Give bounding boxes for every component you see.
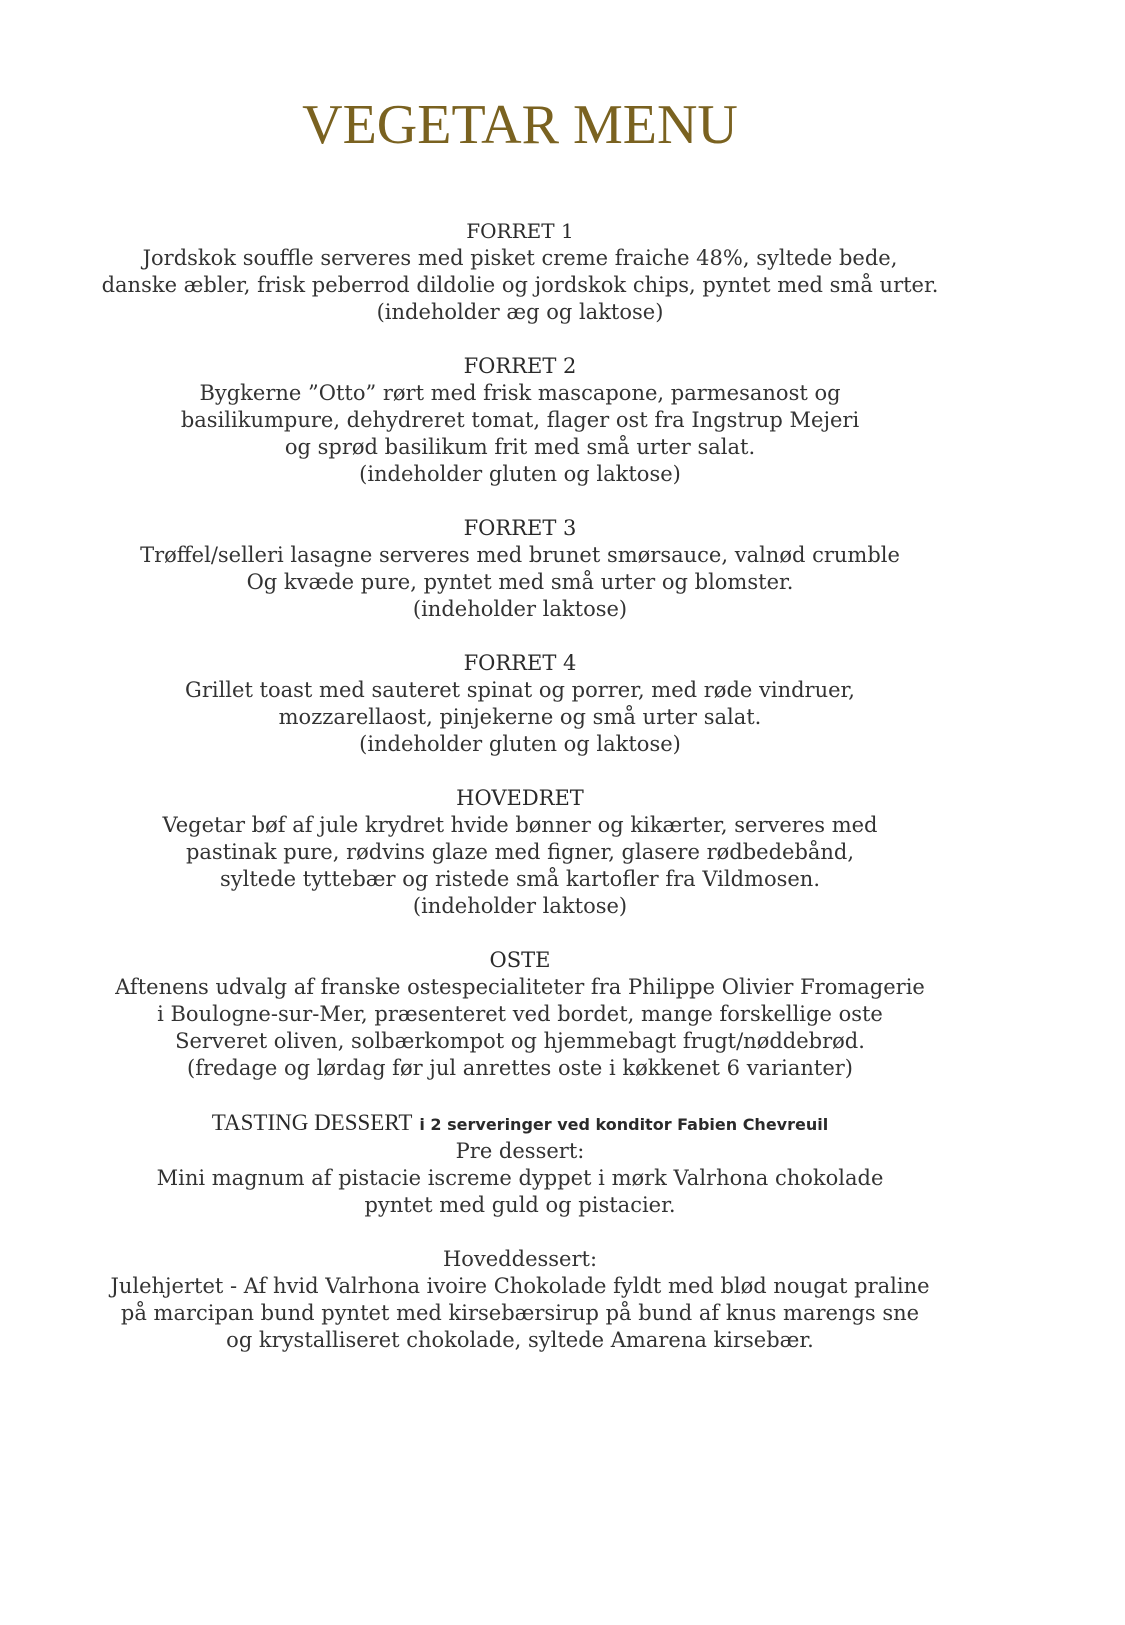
dessert-heading bbox=[0, 1109, 1040, 1138]
course-line: pastinak pure, rødvins glaze med figner, glasere rødbedebånd, bbox=[185, 840, 855, 864]
course-allergens: (indeholder gluten og laktose) bbox=[359, 462, 681, 486]
course-hovedret bbox=[0, 785, 1040, 920]
course-line: basilikumpure, dehydreret tomat, flager ost fra Ingstrup Mejeri bbox=[180, 408, 860, 432]
course-title: OSTE bbox=[489, 948, 551, 972]
course-title: HOVEDRET bbox=[456, 786, 584, 810]
course-line: på marcipan bund pyntet med kirsebærsirup på bund af knus marengs sne bbox=[120, 1301, 920, 1325]
course-allergens: (indeholder laktose) bbox=[412, 894, 628, 918]
course-forret-2 bbox=[0, 353, 1040, 488]
course-line: og sprød basilikum frit med små urter salat. bbox=[284, 435, 756, 459]
course-allergens: (indeholder laktose) bbox=[412, 597, 628, 621]
dessert-subtitle: i 2 serveringer ved konditor Fabien Chevreuil bbox=[419, 1115, 829, 1134]
course-forret-3 bbox=[0, 515, 1040, 623]
course-line: Mini magnum af pistacie iscreme dyppet i mørk Valrhona chokolade bbox=[156, 1166, 884, 1190]
course-line: Julehjertet - Af hvid Valrhona ivoire Chokolade fyldt med blød nougat praline bbox=[110, 1274, 930, 1298]
course-allergens: (fredage og lørdag før jul anrettes oste i køkkenet 6 varianter) bbox=[187, 1056, 853, 1080]
spacer bbox=[0, 1219, 1040, 1246]
course-line: Jordskok souffle serveres med pisket creme fraiche 48%, syltede bede, bbox=[142, 246, 898, 270]
course-oste bbox=[0, 947, 1040, 1082]
course-line: og krystalliseret chokolade, syltede Amarena kirsebær. bbox=[226, 1328, 814, 1352]
course-allergens: (indeholder gluten og laktose) bbox=[359, 732, 681, 756]
menu-title: VEGETAR MENU bbox=[302, 94, 738, 156]
course-line: danske æbler, frisk peberrod dildolie og jordskok chips, pyntet med små urter. bbox=[101, 273, 939, 297]
menu-body bbox=[0, 218, 1040, 1381]
course-line: Og kvæde pure, pyntet med små urter og blomster. bbox=[246, 570, 794, 594]
course-line: Grillet toast med sauteret spinat og porrer, med røde vindruer, bbox=[185, 678, 855, 702]
course-title: FORRET 1 bbox=[466, 219, 574, 243]
main-dessert-label: Hoveddessert: bbox=[442, 1247, 598, 1271]
course-line: Trøffel/selleri lasagne serveres med brunet smørsauce, valnød crumble bbox=[140, 543, 900, 567]
course-line: Aftenens udvalg af franske ostespecialiteter fra Philippe Olivier Fromagerie bbox=[115, 975, 925, 999]
course-line: mozzarellaost, pinjekerne og små urter salat. bbox=[278, 705, 762, 729]
course-line: i Boulogne-sur-Mer, præsenteret ved bordet, mange forskellige oste bbox=[157, 1002, 883, 1026]
course-title: FORRET 2 bbox=[463, 354, 577, 378]
course-allergens: (indeholder æg og laktose) bbox=[376, 300, 664, 324]
course-line: Bygkerne ”Otto” rørt med frisk mascapone, parmesanost og bbox=[199, 381, 841, 405]
course-title: FORRET 3 bbox=[463, 516, 577, 540]
course-forret-4 bbox=[0, 650, 1040, 758]
course-line: Serveret oliven, solbærkompot og hjemmebagt frugt/nøddebrød. bbox=[175, 1029, 865, 1053]
dessert-title: TASTING DESSERT bbox=[211, 1110, 413, 1135]
course-title: FORRET 4 bbox=[463, 651, 577, 675]
course-line: Vegetar bøf af jule krydret hvide bønner og kikærter, serveres med bbox=[162, 813, 878, 837]
course-forret-1 bbox=[0, 218, 1040, 326]
course-dessert bbox=[0, 1109, 1040, 1354]
pre-dessert-label: Pre dessert: bbox=[455, 1139, 585, 1163]
course-line: syltede tyttebær og ristede små kartofler fra Vildmosen. bbox=[219, 867, 821, 891]
course-line: pyntet med guld og pistacier. bbox=[364, 1193, 676, 1217]
